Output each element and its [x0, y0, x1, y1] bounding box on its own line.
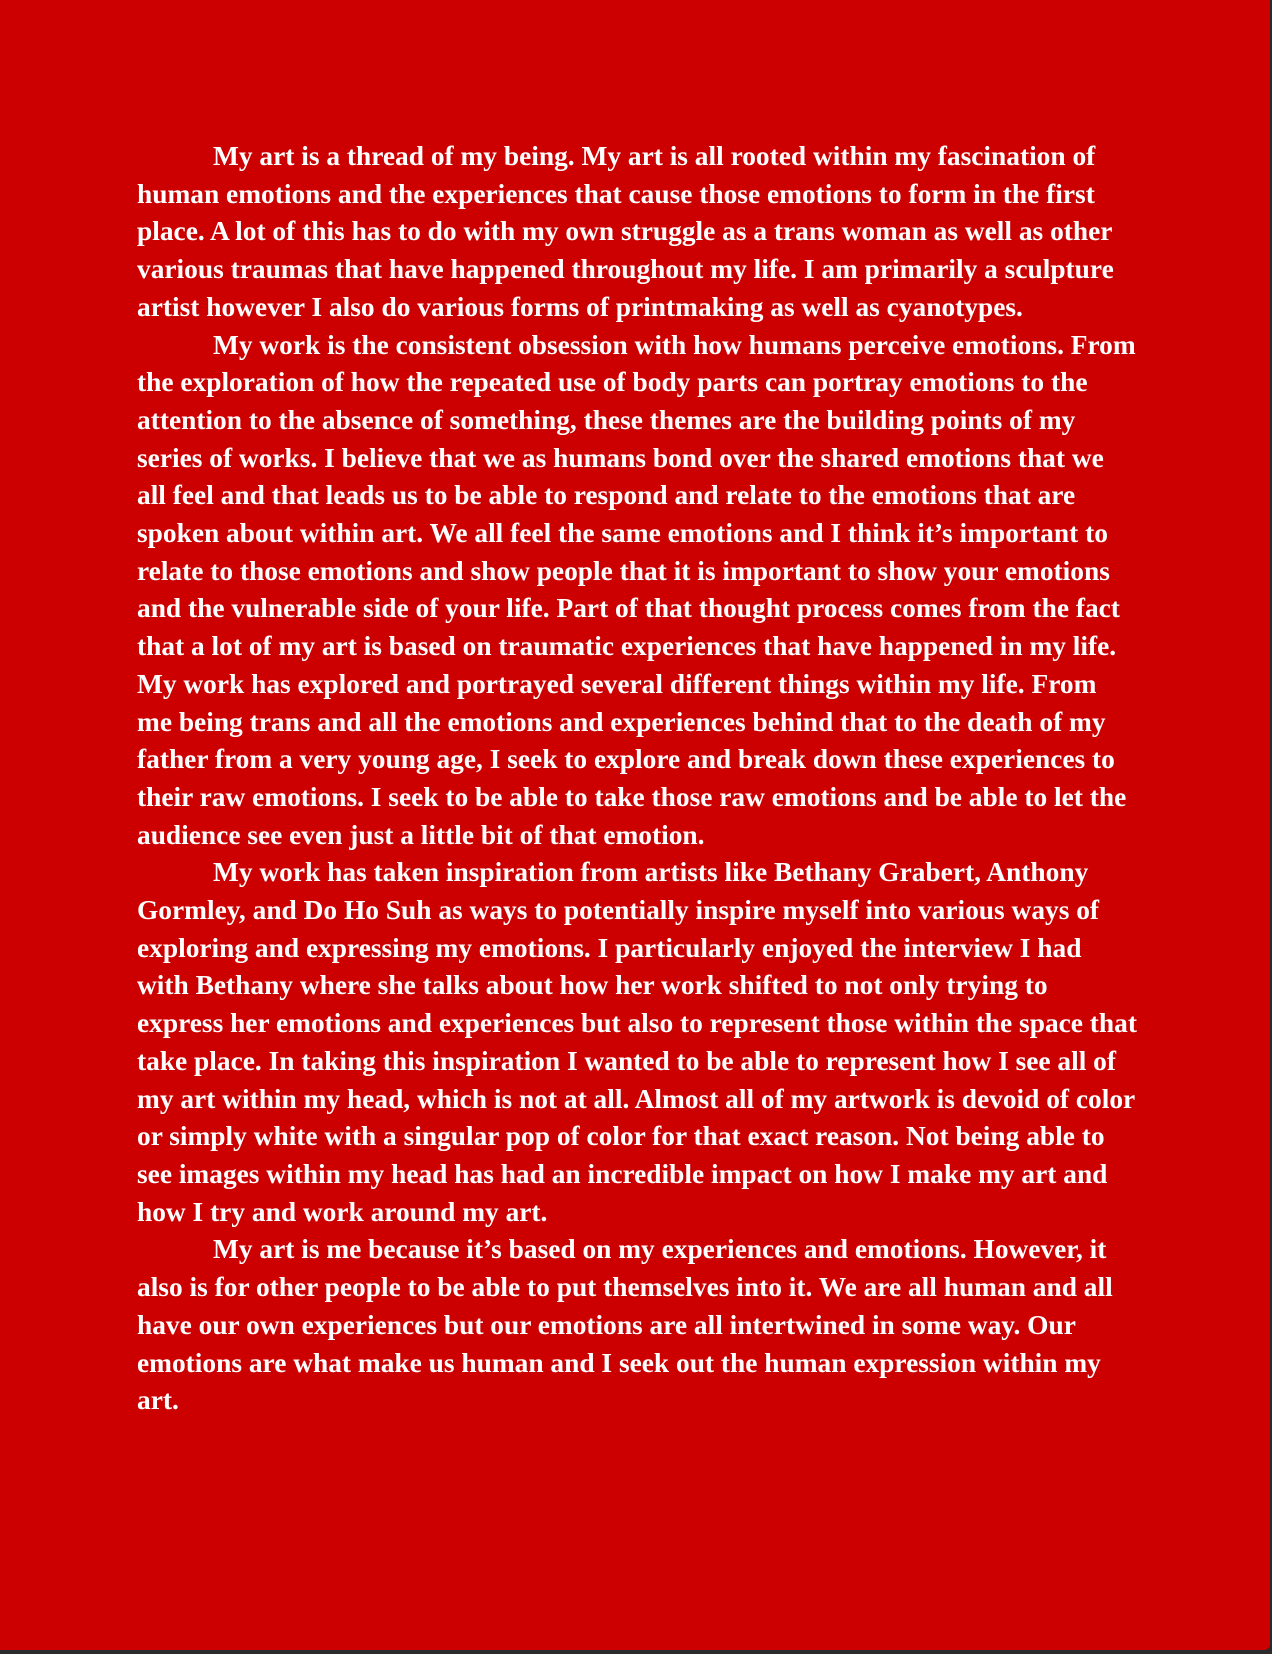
paragraph-3: My work has taken inspiration from artists like Bethany Grabert, Anthony Gormley, and Do Ho Suh as ways to potentially inspire myself into various ways of exploring and expressing my emotions. I particularly enjoyed the interview I had with Bethany where she talks about how her work shifted to not only trying to express her emotions and experiences but also to represent those within the space that take place. In taking this inspiration I wanted to be able to represent how I see all of my art within my head, which is not at all. Almost all of my artwork is devoid of color or simply white with a singular pop of color for that exact reason. Not being able to see images within my head has had an incredible impact on how I make my art and how I try and work around my art.: [137, 857, 1137, 1227]
artist-statement: [137, 138, 1137, 1420]
paragraph-1: My art is a thread of my being. My art is all rooted within my fascination of human emotions and the experiences that cause those emotions to form in the first place. A lot of this has to do with my own struggle as a trans woman as well as other various traumas that have happened throughout my life. I am primarily a sculpture artist however I also do various forms of printmaking as well as cyanotypes.: [137, 141, 1114, 322]
paragraph-4: My art is me because it’s based on my experiences and emotions. However, it also is for other people to be able to put themselves into it. We are all human and all have our own experiences but our emotions are all intertwined in some way. Our emotions are what make us human and I seek out the human expression within my art.: [137, 1234, 1113, 1416]
paragraph-2: My work is the consistent obsession with how humans perceive emotions. From the exploration of how the repeated use of body parts can portray emotions to the attention to the absence of something, these themes are the building points of my series of works. I believe that we as humans bond over the shared emotions that we all feel and that leads us to be able to respond and relate to the emotions that are spoken about within art. We all feel the same emotions and I think it’s important to relate to those emotions and show people that it is important to show your emotions and the vulnerable side of your life. Part of that thought process comes from the fact that a lot of my art is based on traumatic experiences that have happened in my life. My work has explored and portrayed several different things within my life. From me being trans and all the emotions and experiences behind that to the death of my father from a very young age, I seek to explore and break down these experiences to their raw emotions. I seek to be able to take those raw emotions and be able to let the audience see even just a little bit of that emotion.: [137, 329, 1136, 850]
